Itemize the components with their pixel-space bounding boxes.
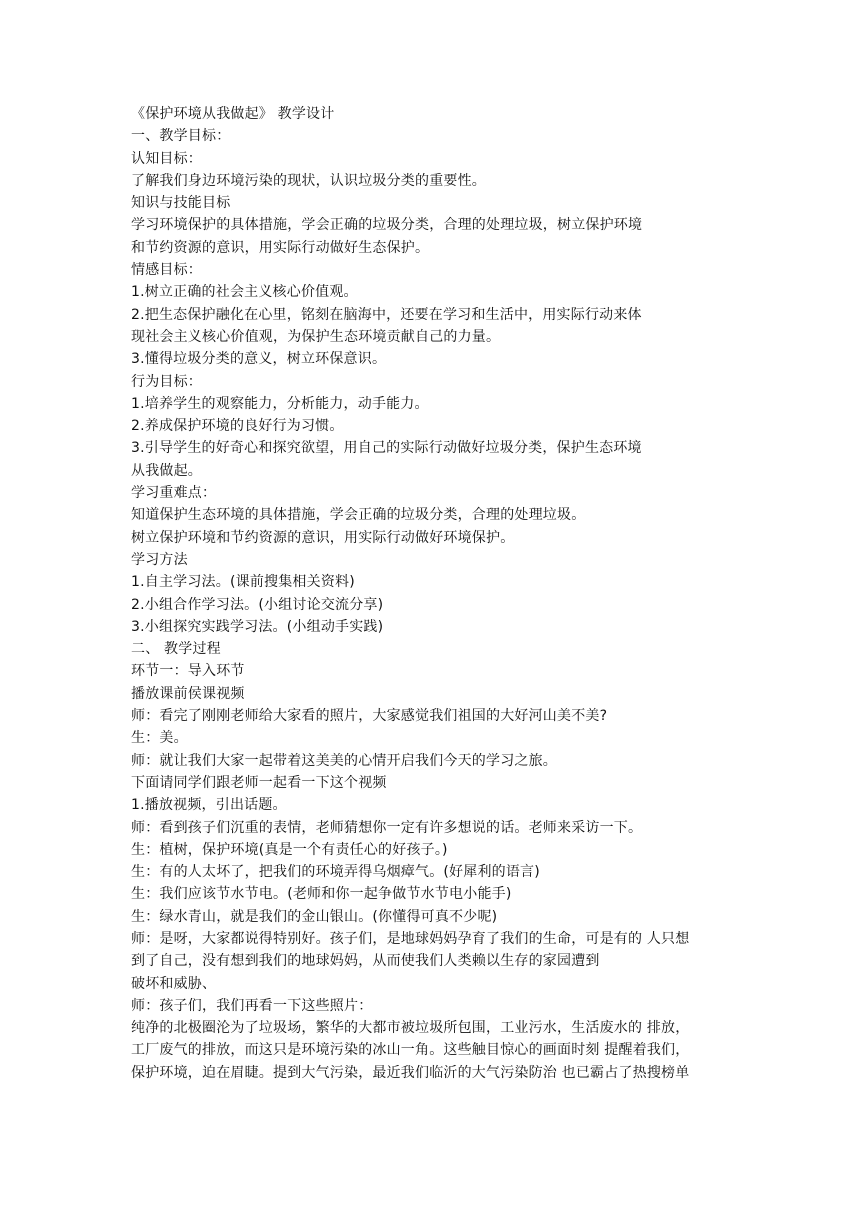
paragraph-line: 从我做起。: [131, 462, 202, 479]
paragraph-line: 到了自己，没有想到我们的地球妈妈，从而使我们人类赖以生存的家园遭到: [131, 953, 600, 970]
list-item: 2.小组合作学习法。(小组讨论交流分享): [131, 596, 384, 613]
document-title: 《保护环境从我做起》 教学设计: [131, 106, 335, 122]
document-page: [131, 103, 743, 1084]
dialogue-line: 师：看完了刚刚老师给大家看的照片，大家感觉我们祖国的大好河山美不美?: [131, 708, 608, 725]
dialogue-line: 生：植树，保护环境(真是一个有责任心的好孩子。): [131, 841, 448, 858]
dialogue-line: 师：是呀，大家都说得特别好。孩子们，是地球妈妈孕育了我们的生命，可是有的 人只想: [131, 930, 690, 947]
paragraph-line: 纯净的北极圈沦为了垃圾场，繁华的大都市被垃圾所包围，工业污水，生活废水的 排放，: [131, 1020, 690, 1037]
paragraph-line: 保护环境，迫在眉睫。提到大气污染，最近我们临沂的大气污染防治 也已霸占了热搜榜单: [131, 1064, 690, 1081]
list-item: 2.把生态保护融化在心里，铭刻在脑海中，还要在学习和生活中，用实际行动来体: [131, 306, 642, 323]
list-item: 1.培养学生的观察能力，分析能力，动手能力。: [131, 395, 429, 412]
paragraph-line: 了解我们身边环境污染的现状，认识垃圾分类的重要性。: [131, 172, 486, 189]
dialogue-line: 师：孩子们，我们再看一下这些照片：: [131, 997, 373, 1014]
list-item: 1.自主学习法。(课前搜集相关资料): [131, 574, 355, 591]
section-heading: 二、 教学过程: [131, 641, 221, 658]
section-heading: 一、教学目标：: [131, 128, 231, 145]
subsection-heading: 环节一：导入环节: [131, 663, 245, 680]
list-item: 3.引导学生的好奇心和探究欲望，用自己的实际行动做好垃圾分类，保护生态环境: [131, 440, 642, 457]
paragraph-line: 学习环境保护的具体措施，学会正确的垃圾分类，合理的处理垃圾，树立保护环境: [131, 217, 643, 234]
paragraph-line: 知道保护生态环境的具体措施，学会正确的垃圾分类，合理的处理垃圾。: [131, 507, 586, 524]
list-item: 2.养成保护环境的良好行为习惯。: [131, 418, 344, 435]
list-item: 3.小组探究实践学习法。(小组动手实践): [131, 618, 384, 635]
paragraph-line: 播放课前侯课视频: [131, 685, 245, 702]
paragraph-line: 工厂废气的排放，而这只是环境污染的冰山一角。这些触目惊心的画面时刻 提醒着我们，: [131, 1042, 690, 1059]
subsection-heading: 学习重难点：: [131, 485, 217, 502]
subsection-heading: 知识与技能目标: [131, 195, 231, 212]
paragraph-line: 破坏和威胁、: [131, 975, 217, 992]
paragraph-line: 和节约资源的意识，用实际行动做好生态保护。: [131, 239, 430, 256]
paragraph-line: 树立保护环境和节约资源的意识，用实际行动做好环境保护。: [131, 529, 515, 546]
list-item: 1.树立正确的社会主义核心价值观。: [131, 284, 358, 301]
dialogue-line: 师：看到孩子们沉重的表情，老师猜想你一定有许多想说的话。老师来采访一下。: [131, 819, 643, 836]
dialogue-line: 生：绿水青山，就是我们的金山银山。(你懂得可真不少呢): [131, 908, 498, 925]
list-item: 1.播放视频，引出话题。: [131, 797, 287, 814]
list-item: 3.懂得垃圾分类的意义，树立环保意识。: [131, 351, 387, 368]
paragraph-line: 现社会主义核心价值观，为保护生态环境贡献自己的力量。: [131, 328, 501, 345]
dialogue-line: 生：我们应该节水节电。(老师和你一起争做节水节电小能手): [131, 886, 512, 903]
dialogue-line: 生：有的人太坏了，把我们的环境弄得乌烟瘴气。(好犀利的语言): [131, 864, 540, 881]
subsection-heading: 学习方法: [131, 551, 188, 568]
paragraph-line: 下面请同学们跟老师一起看一下这个视频: [131, 774, 387, 791]
subsection-heading: 情感目标：: [131, 262, 202, 279]
subsection-heading: 认知目标：: [131, 150, 202, 167]
subsection-heading: 行为目标：: [131, 373, 202, 390]
dialogue-line: 师：就让我们大家一起带着这美美的心情开启我们今天的学习之旅。: [131, 752, 557, 769]
dialogue-line: 生：美。: [131, 730, 188, 747]
